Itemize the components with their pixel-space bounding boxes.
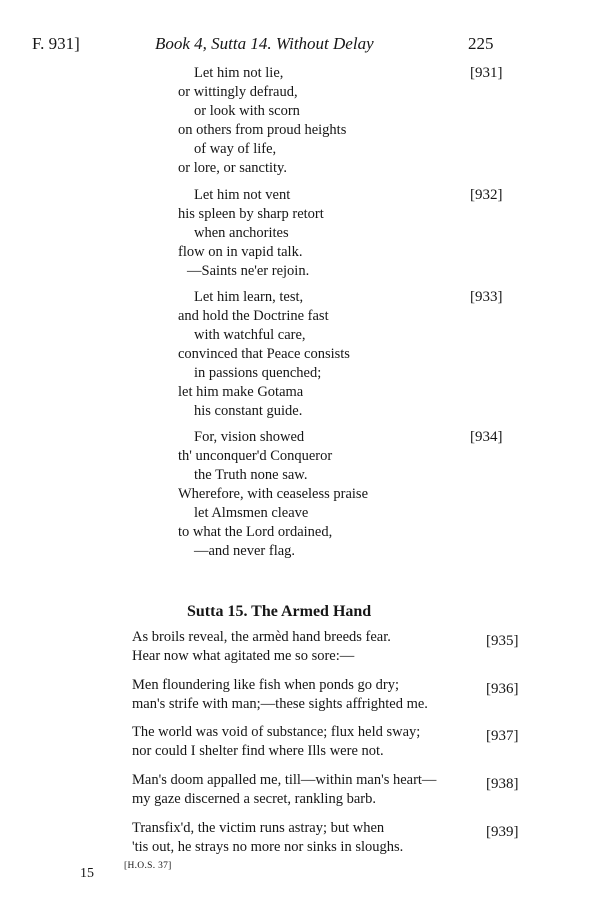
couplet-938 — [132, 771, 472, 809]
verse-line: in passions quenched; — [194, 365, 322, 381]
signature-number: 15 — [80, 866, 94, 881]
verse-line: let Almsmen cleave — [194, 505, 309, 521]
verse-number: [933] — [470, 289, 503, 305]
verse-line: Let him not lie, — [194, 65, 284, 81]
verse-line: my gaze discerned a secret, rankling barb. — [132, 791, 376, 807]
verse-line: Transfix'd, the victim runs astray; but when — [132, 820, 385, 836]
verse-line: Men floundering like fish when ponds go dry; — [132, 677, 400, 693]
verse-number: [935] — [486, 633, 519, 649]
verse-number: [934] — [470, 429, 503, 445]
verse-line: Let him learn, test, — [194, 289, 304, 305]
verse-line: nor could I shelter find where Ills were not. — [132, 743, 384, 759]
verse-line: when anchorites — [194, 225, 289, 241]
verse-line: with watchful care, — [194, 327, 306, 343]
verse-line: flow on in vapid talk. — [178, 244, 303, 260]
verse-line: man's strife with man;—these sights affrighted me. — [132, 696, 428, 712]
verse-line: or wittingly defraud, — [178, 84, 298, 100]
sutta-title: Sutta 15. The Armed Hand — [187, 603, 372, 620]
verse-line: Let him not vent — [194, 187, 291, 203]
series-mark: [H.O.S. 37] — [124, 861, 172, 871]
couplet-936 — [132, 676, 472, 714]
verse-line: his spleen by sharp retort — [178, 206, 324, 222]
verse-line: or look with scorn — [194, 103, 300, 119]
verse-line: the Truth none saw. — [194, 467, 308, 483]
couplet-939 — [132, 819, 472, 857]
verse-line: th' unconquer'd Conqueror — [178, 448, 333, 464]
running-head-reference: F. 931] — [32, 34, 80, 53]
verse-line: —Saints ne'er rejoin. — [187, 263, 310, 279]
verse-line: The world was void of substance; flux held sway; — [132, 724, 421, 740]
verse-line: convinced that Peace consists — [178, 346, 350, 362]
verse-line: and hold the Doctrine fast — [178, 308, 329, 324]
verse-number: [936] — [486, 681, 519, 697]
verse-line: Hear now what agitated me so sore:— — [132, 648, 355, 664]
stanza-934 — [178, 428, 478, 561]
running-head-title: Book 4, Sutta 14. Without Delay — [155, 34, 374, 53]
verse-line: Man's doom appalled me, till—within man's heart— — [132, 772, 437, 788]
couplet-935 — [132, 628, 472, 666]
verse-number: [938] — [486, 776, 519, 792]
verse-number: [932] — [470, 187, 503, 203]
verse-line: Wherefore, with ceaseless praise — [178, 486, 369, 502]
verse-number: [931] — [470, 65, 503, 81]
verse-line: of way of life, — [194, 141, 277, 157]
stanza-931 — [178, 64, 478, 178]
verse-line: his constant guide. — [194, 403, 303, 419]
page-number: 225 — [468, 34, 494, 53]
couplet-937 — [132, 723, 472, 761]
verse-line: As broils reveal, the armèd hand breeds fear. — [132, 629, 391, 645]
verse-line: —and never flag. — [194, 543, 296, 559]
verse-line: 'tis out, he strays no more nor sinks in sloughs. — [132, 839, 404, 855]
stanza-933 — [178, 288, 478, 421]
stanza-932 — [178, 186, 478, 281]
verse-line: or lore, or sanctity. — [178, 160, 287, 176]
verse-line: let him make Gotama — [178, 384, 304, 400]
verse-line: on others from proud heights — [178, 122, 347, 138]
verse-number: [939] — [486, 824, 519, 840]
verse-line: to what the Lord ordained, — [178, 524, 333, 540]
verse-number: [937] — [486, 728, 519, 744]
verse-line: For, vision showed — [194, 429, 305, 445]
